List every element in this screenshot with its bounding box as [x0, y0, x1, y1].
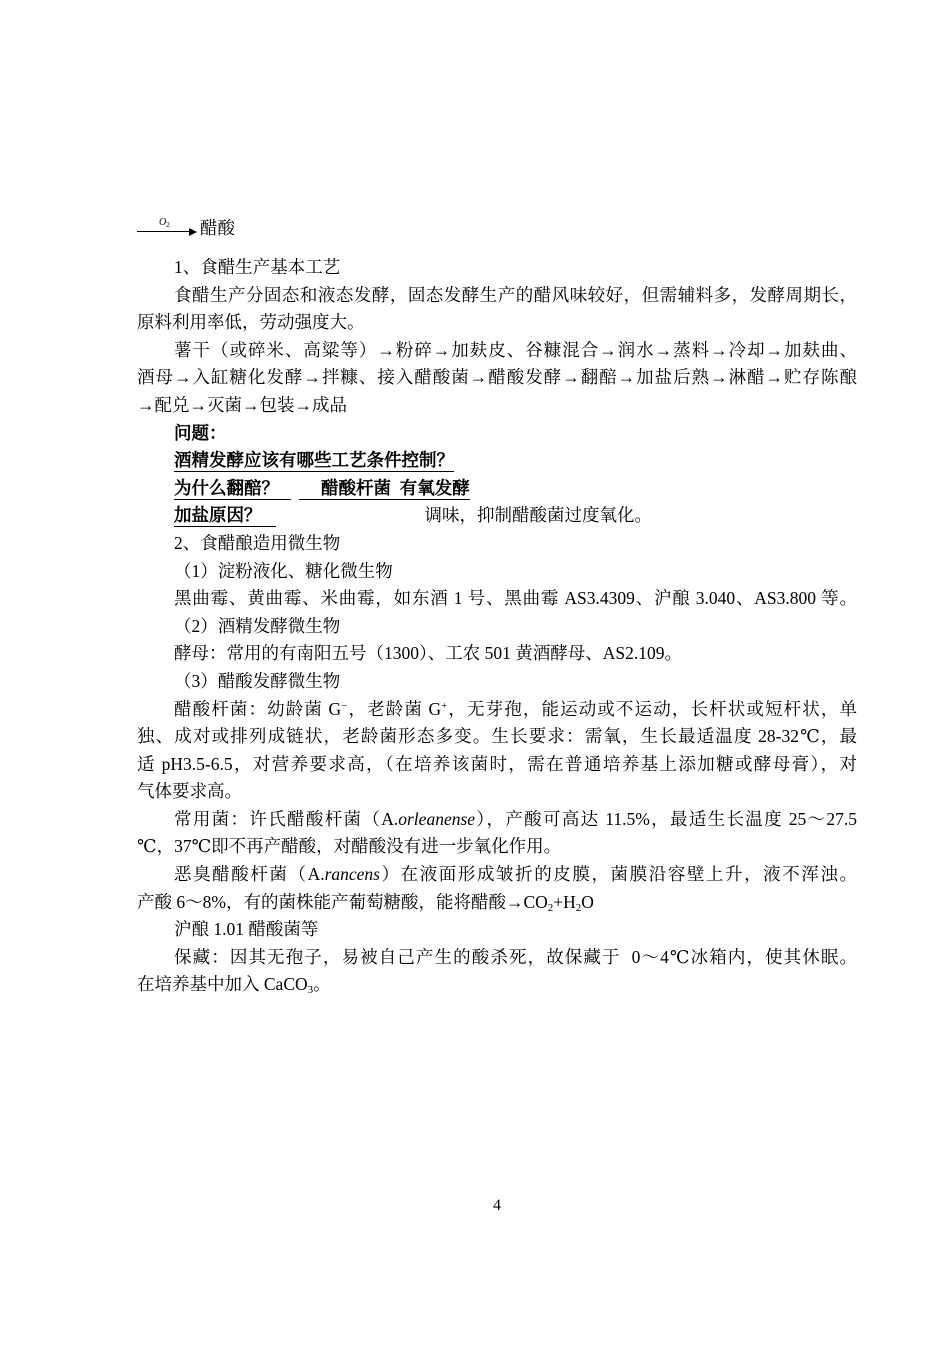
- paragraph-line: 原料利用率低，劳动强度大。: [137, 312, 365, 333]
- text-run: ），产酸可高达 11.5%，最适生长温度 25～27.5: [475, 808, 857, 829]
- page-number: 4: [493, 1197, 501, 1214]
- text-run: +H: [553, 891, 576, 912]
- paragraph-line: [137, 696, 857, 724]
- paragraph-line: [137, 971, 857, 999]
- text-run: ，无芽孢，能运动或不运动，长杆状或短杆状，单: [447, 698, 858, 719]
- condition-symbol: O: [159, 217, 167, 228]
- question: 加盐原因？: [174, 505, 276, 527]
- paragraph-line: 保藏：因其无孢子，易被自己产生的酸杀死，故保藏于 0～4℃冰箱内，使其休眠。: [174, 946, 857, 967]
- subsection-heading: （1）淀粉液化、糖化微生物: [174, 560, 393, 581]
- process-flow-line: 薯干（或碎米、高粱等）→粉碎→加麸皮、谷糠混合→润水→蒸料→冷却→加麸曲、: [174, 339, 857, 360]
- questions-label: 问题：: [174, 422, 227, 443]
- paragraph-line: 适 pH3.5-6.5，对营养要求高，（在培养该菌时，需在普通培养基上添加糖或酵母膏），对: [137, 753, 857, 774]
- document-body: [137, 254, 857, 999]
- subscript: 2: [547, 901, 554, 914]
- reaction-condition: [159, 218, 170, 228]
- paragraph-line: 食醋生产分固态和液态发酵，固态发酵生产的醋风味较好，但需辅料多，发酵周期长，: [174, 284, 857, 305]
- paragraph-line: 酵母：常用的有南阳五号（1300）、工农 501 黄酒酵母、AS2.109。: [174, 643, 682, 664]
- subsection-heading: （3）醋酸发酵微生物: [174, 670, 341, 691]
- section-heading: 2、食醋酿造用微生物: [174, 532, 341, 553]
- subscript: 2: [166, 221, 170, 229]
- answer: 调味，抑制醋酸菌过度氧化。: [424, 505, 652, 526]
- subscript: 3: [307, 984, 314, 997]
- paragraph-line: [137, 889, 857, 917]
- answer: 醋酸杆菌 有氧发酵: [299, 478, 470, 500]
- text-run: 恶臭醋酸杆菌（A.: [174, 864, 325, 885]
- question-line: [137, 502, 857, 530]
- section-heading: 1、食醋生产基本工艺: [174, 257, 341, 277]
- paragraph-line: [137, 861, 857, 889]
- question-line: [137, 447, 857, 475]
- paragraph-line: [137, 806, 857, 834]
- text-run: 。: [313, 974, 331, 995]
- reaction-arrow-icon: [137, 218, 197, 238]
- subscript: 2: [575, 901, 582, 914]
- species-epithet: orleanense: [398, 808, 476, 829]
- text-run: ，老龄菌 G: [347, 698, 442, 719]
- text-run: 醋酸杆菌：幼龄菌 G: [174, 698, 342, 719]
- text-run: ）在液面形成皱折的皮膜，菌膜沿容壁上升，液不浑浊。: [379, 864, 857, 885]
- reaction-line: [137, 214, 235, 242]
- text-run: O: [581, 891, 594, 912]
- superscript: −: [341, 699, 348, 712]
- subsection-heading: （2）酒精发酵微生物: [174, 615, 341, 636]
- text-run: 常用菌：许氏醋酸杆菌（A.: [174, 808, 399, 829]
- question-line: [137, 475, 857, 503]
- paragraph-line: 独、成对或排列成链状，老龄菌形态多变。生长要求：需氧，生长最适温度 28-32℃，最: [137, 726, 857, 747]
- species-epithet: rancens: [324, 864, 380, 885]
- text-run: 在培养基中加入 CaCO: [137, 974, 308, 995]
- process-flow-line: 酒母→入缸糖化发酵→拌糠、接入醋酸菌→醋酸发酵→翻醅→加盐后熟→淋醋→贮存陈酿: [137, 367, 857, 388]
- question: 为什么翻醅？: [174, 478, 291, 500]
- paragraph-line: 气体要求高。: [137, 781, 242, 802]
- reaction-product: 醋酸: [200, 218, 235, 238]
- process-flow-line: →配兑→灭菌→包装→成品: [137, 394, 347, 415]
- question: 酒精发酵应该有哪些工艺条件控制？: [174, 450, 454, 471]
- paragraph-line: ℃，37℃即不再产醋酸，对醋酸没有进一步氧化作用。: [137, 836, 562, 857]
- paragraph-line: 黑曲霉、黄曲霉、米曲霉，如东酒 1 号、黑曲霉 AS3.4309、沪酿 3.040、AS3.800 等。: [174, 588, 857, 609]
- superscript: +: [441, 699, 448, 712]
- text-run: 产酸 6～8%，有的菌株能产葡萄糖酸，能将醋酸→CO: [137, 891, 548, 912]
- paragraph-line: 沪酿 1.01 醋酸菌等: [174, 919, 319, 940]
